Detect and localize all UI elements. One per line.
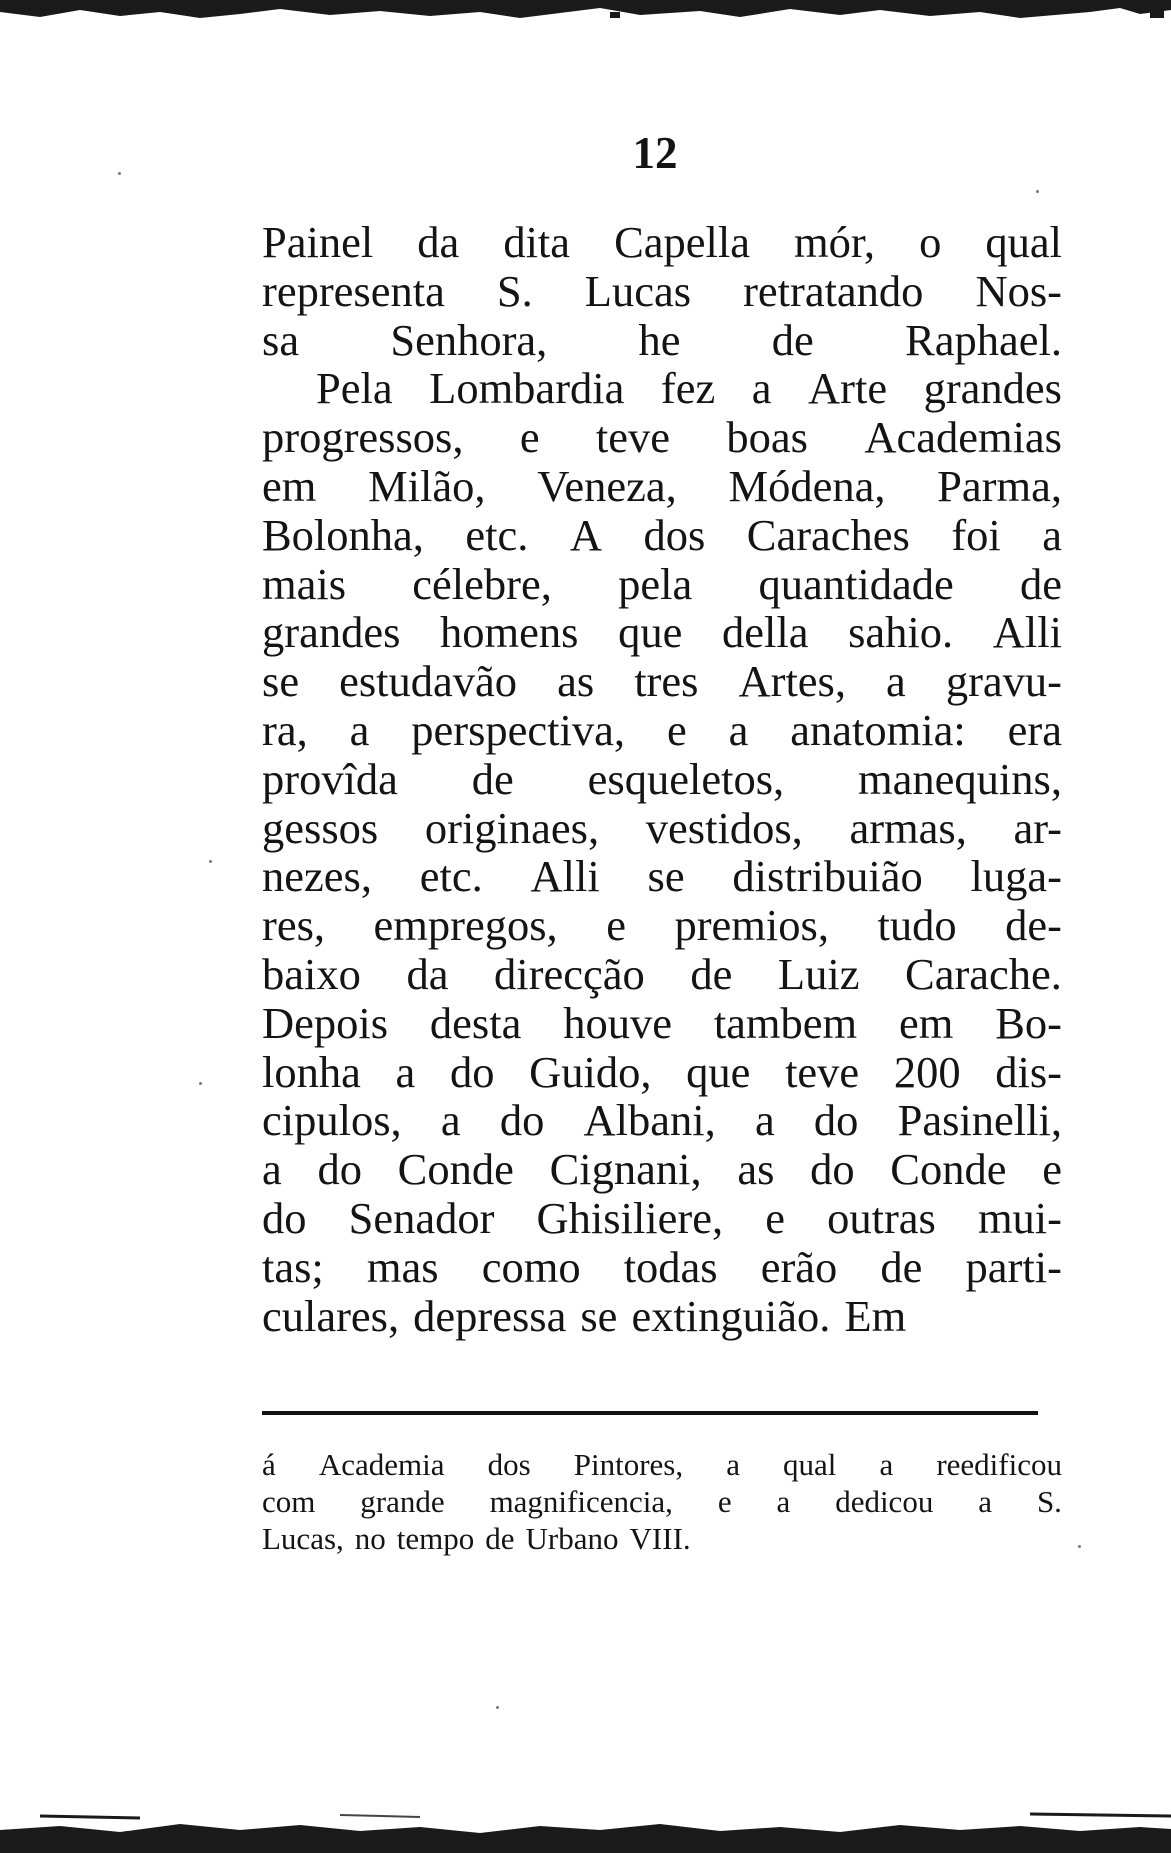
footnote [262, 1446, 1062, 1557]
body-line: lonha a do Guido, que teve 200 dis- [262, 1046, 1062, 1097]
body-line: cipulos, a do Albani, a do Pasinelli, [262, 1095, 1062, 1146]
footnote-separator-rule [262, 1411, 1038, 1415]
body-line: grandes homens que della sahio. Alli [262, 607, 1062, 658]
footnote-line: á Academia dos Pintores, a qual a reedificou [262, 1447, 1062, 1482]
body-line: baixo da direcção de Luiz Carache. [262, 948, 1062, 999]
scan-speck [1036, 190, 1039, 193]
scan-speck [1078, 1545, 1081, 1548]
body-line: provîda de esqueletos, manequins, [262, 753, 1062, 804]
footnote-line: com grande magnificencia, e a dedicou a S. [262, 1484, 1062, 1519]
body-line: do Senador Ghisiliere, e outras mui- [262, 1192, 1062, 1243]
scan-edge-top [0, 0, 1171, 26]
scan-speck [118, 172, 121, 175]
scan-edge-bottom [0, 1812, 1171, 1853]
body-line: gessos originaes, vestidos, armas, ar- [262, 802, 1062, 853]
scan-speck [199, 1082, 202, 1085]
body-line: se estudavão as tres Artes, a gravu- [262, 656, 1062, 707]
body-line: progressos, e teve boas Academias [262, 412, 1062, 463]
scan-speck [209, 860, 212, 863]
body-line: nezes, etc. Alli se distribuião luga- [262, 851, 1062, 902]
body-line: ra, a perspectiva, e a anatomia: era [262, 704, 1062, 755]
body-line: Painel da dita Capella mór, o qual [262, 217, 1062, 267]
body-line: sa Senhora, he de Raphael. [262, 314, 1062, 365]
body-line: Bolonha, etc. A dos Caraches foi a [262, 509, 1062, 560]
body-line: tas; mas como todas erão de parti- [262, 1241, 1062, 1292]
body-line: representa S. Lucas retratando Nos- [262, 265, 1062, 316]
body-line: Pela Lombardia fez a Arte grandes [316, 363, 1062, 414]
page-number: 12 [632, 128, 678, 178]
scan-speck [496, 1706, 499, 1709]
body-line: culares, depressa se extinguião. Em [262, 1290, 907, 1341]
body-line: mais célebre, pela quantidade de [262, 558, 1062, 609]
footnote-line: Lucas, no tempo de Urbano VIII. [262, 1521, 691, 1556]
body-text [262, 218, 1062, 1340]
body-line: res, empregos, e premios, tudo de- [262, 900, 1062, 951]
body-line: Depois desta houve tambem em Bo- [262, 997, 1062, 1048]
body-line: a do Conde Cignani, as do Conde e [262, 1144, 1062, 1195]
body-line: em Milão, Veneza, Módena, Parma, [262, 460, 1062, 511]
